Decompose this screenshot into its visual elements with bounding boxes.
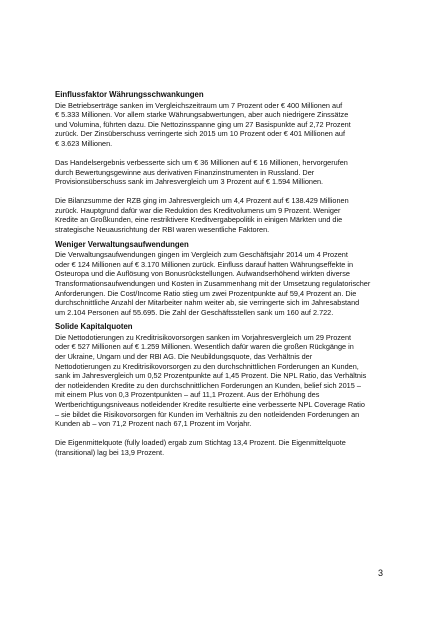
text-line: zurück. Hauptgrund dafür war die Reduktion des Kreditvolumens um 9 Prozent. Weniger [55,205,341,215]
text-line: € 5.333 Millionen. Vor allem starke Währungsabwertungen, aber auch niedrigere Zinssätze [55,110,349,120]
text-line: sank im Jahresvergleich um 0,52 Prozentpunkte auf 1,45 Prozent. Die NPL Ratio, das Verhältnis [55,371,367,381]
text-line: Anforderungen. Die Cost/Income Ratio stieg um zwei Prozentpunkte auf 59,4 Prozent an. Die [55,288,357,298]
text-line: oder € 527 Millionen auf € 1.259 Millionen. Wesentlich dafür waren die großen Rückgänge in [55,342,354,352]
text-line: Das Handelsergebnis verbesserte sich um € 36 Millionen auf € 16 Millionen, hervorgerufen [55,157,348,167]
text-line: Kunden ab – von 71,2 Prozent nach 67,1 Prozent im Vorjahr. [55,419,252,429]
text-line: Die Nettodotierungen zu Kreditrisikovorsorgen sanken im Vorjahresvergleich um 29 Prozent [55,332,352,342]
text-line: durch Bewertungsgewinne aus derivativen Finanzinstrumenten in Russland. Der [55,167,315,177]
text-line: Nettodotierungen zu Kreditrisikovorsorgen zu den durchschnittlichen Forderungen an Kunden, [55,361,359,371]
paragraph-spacer [55,187,401,197]
paragraph-eigenmittelquote [55,438,401,457]
text-line: Wertberichtigungsniveaus notleidender Kredite resultierte eine verbesserte NPL Coverage Ratio [55,399,365,409]
text-line: Die Bilanzsumme der RZB ging im Jahresvergleich um 4,4 Prozent auf € 138.429 Millionen [55,196,349,206]
paragraph-verwaltungsaufwendungen [55,250,401,317]
text-line: Die Verwaltungsaufwendungen gingen im Vergleich zum Geschäftsjahr 2014 um 4 Prozent [55,250,348,260]
heading-kapitalquoten: Solide Kapitalquoten [55,322,133,332]
paragraph-spacer [55,148,401,158]
text-line: Kredite an Großkunden, eine restriktivere Kreditvergabepolitik in einigen Märkten und die [55,215,343,225]
text-line: Provisionsüberschuss sank im Jahresvergleich um 3 Prozent auf € 1.594 Millionen. [55,177,324,187]
text-line: – sie bildet die Risikovorsorgen für Kunden im Verhältnis zu den notleidenden Forderungen an [55,409,360,419]
paragraph-bilanzsumme [55,196,401,234]
text-line: (transitional) lag bei 13,9 Prozent. [55,447,165,457]
text-line: strategische Neuausrichtung der RBI waren wesentliche Faktoren. [55,225,270,235]
text-line: der notleidenden Kredite zu den durchschnittlichen Forderungen an Kunden, belief sich 2015 – [55,380,361,390]
text-line: um 2.104 Personen auf 55.695. Die Zahl der Geschäftsstellen sank um 160 auf 2.722. [55,307,334,317]
text-line: € 3.623 Millionen. [55,138,113,148]
text-line: und Volumina, führten dazu. Die Nettozinsspanne ging um 27 Basispunkte auf 2,72 Prozent [55,119,351,129]
text-line: durchschnittliche Anzahl der Mitarbeiter nahm weiter ab, sie verringerte sich im Jahresabstand [55,298,360,308]
text-line: Die Betriebserträge sanken im Vergleichszeitraum um 7 Prozent oder € 400 Millionen auf [55,100,343,110]
paragraph-kreditrisikovorsorgen [55,333,401,429]
text-line: Die Eigenmittelquote (fully loaded) ergab zum Stichtag 13,4 Prozent. Die Eigenmittelquote [55,438,346,448]
text-line: zurück. Der Zinsüberschuss verringerte sich 2015 um 10 Prozent oder € 401 Millionen auf [55,129,345,139]
paragraph-handelsergebnis [55,158,401,187]
heading-waehrungsschwankungen: Einflussfaktor Währungsschwankungen [55,90,204,99]
page-number: 3 [378,568,384,578]
heading-verwaltungsaufwendungen: Weniger Verwaltungsaufwendungen [55,239,189,249]
text-line: Osteuropa und die Auflösung von Bonusrückstellungen. Aufwandserhöhend wirkten diverse [55,269,350,279]
text-line: Transformationsaufwendungen und Kosten in Zusammenhang mit der Umsetzung regulatorischer [55,278,371,288]
paragraph-betriebsertraege [55,101,401,149]
paragraph-spacer [55,429,401,439]
text-line: mit einem Plus von 0,3 Prozentpunkten – auf 11,1 Prozent. Aus der Erhöhung des [55,390,320,400]
text-line: der Ukraine, Ungarn und der RBI AG. Die Neubildungsquote, das Verhältnis der [55,351,313,361]
text-line: oder € 124 Millionen auf € 3.170 Millionen zurück. Einfluss darauf hatten Währungseffekte in [55,259,354,269]
